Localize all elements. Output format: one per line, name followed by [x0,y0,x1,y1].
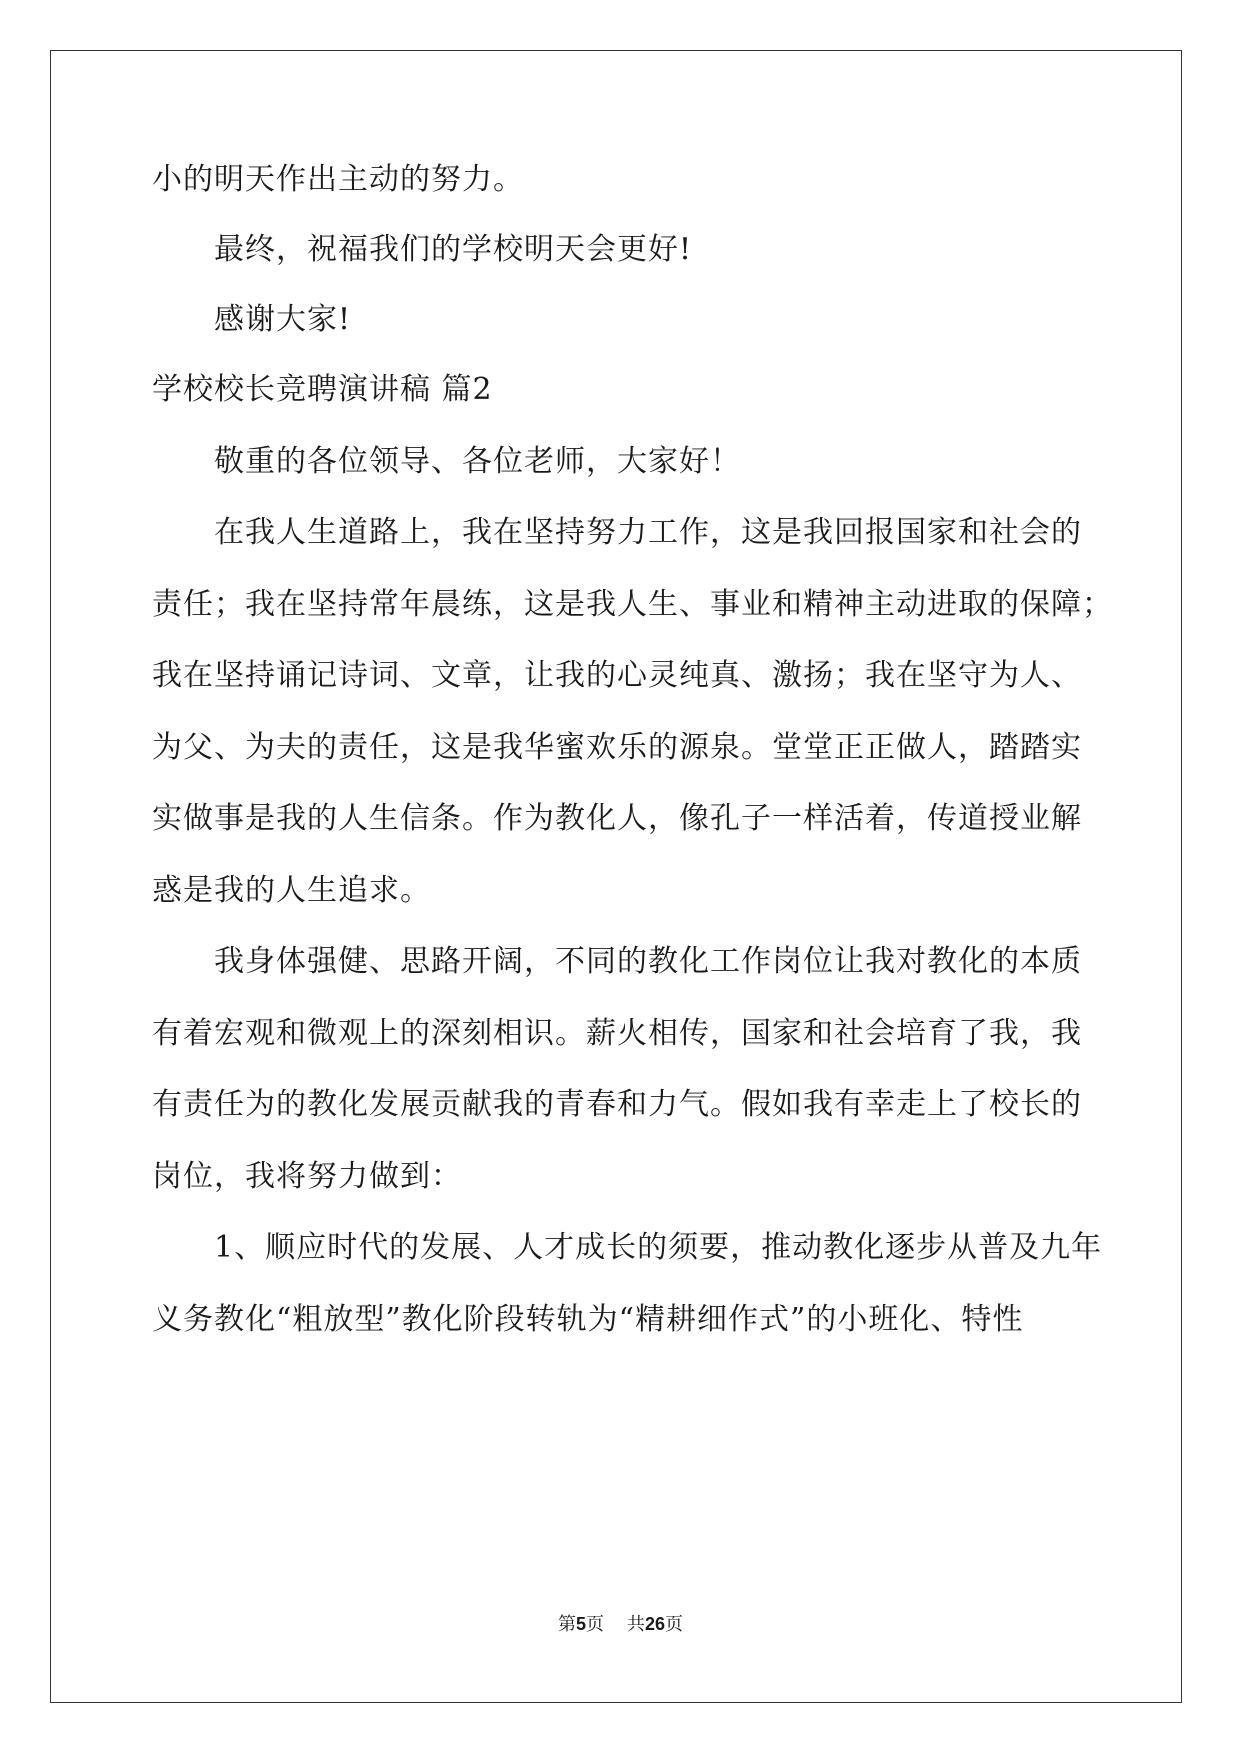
paragraph-line: 义务教化“粗放型”教化阶段转轨为“精耕细作式”的小班化、特性 [152,1302,1024,1337]
paragraph-line: 为父、为夫的责任，这是我华蜜欢乐的源泉。堂堂正正做人，踏踏实 [152,730,1082,765]
paragraph-line: 在我人生道路上，我在坚持努力工作，这是我回报国家和社会的 [214,515,1082,550]
footer-middle: 页 共 [586,1614,645,1635]
paragraph-line: 有责任为的教化发展贡献我的青春和力气。假如我有幸走上了校长的 [152,1087,1082,1122]
current-page-number: 5 [576,1614,587,1634]
paragraph-line: 我在坚持诵记诗词、文章，让我的心灵纯真、激扬；我在坚守为人、 [152,658,1082,693]
footer-suffix: 页 [664,1614,683,1635]
paragraph-line: 有着宏观和微观上的深刻相识。薪火相传，国家和社会培育了我，我 [152,1016,1082,1051]
page-footer [0,1612,1241,1637]
paragraph-line: 最终，祝福我们的学校明天会更好! [214,232,693,267]
paragraph-line: 岗位，我将努力做到： [152,1159,462,1194]
paragraph-line: 实做事是我的人生信条。作为教化人，像孔子一样活着，传道授业解 [152,801,1082,836]
footer-prefix: 第 [558,1614,577,1635]
total-page-count: 26 [644,1614,665,1634]
paragraph-line: 责任；我在坚持常年晨练，这是我人生、事业和精神主动进取的保障； [152,587,1113,622]
greeting-line: 敬重的各位领导、各位老师，大家好！ [214,444,741,479]
paragraph-line: 我身体强健、思路开阔，不同的教化工作岗位让我对教化的本质 [214,944,1082,979]
paragraph-line: 惑是我的人生追求。 [152,873,431,908]
paragraph-line: 1、顺应时代的发展、人才成长的须要，推动教化逐步从普及九年 [214,1230,1103,1265]
paragraph-line: 小的明天作出主动的努力。 [152,162,524,197]
section-heading: 学校校长竞聘演讲稿 篇2 [152,372,493,407]
paragraph-line: 感谢大家! [214,302,352,337]
